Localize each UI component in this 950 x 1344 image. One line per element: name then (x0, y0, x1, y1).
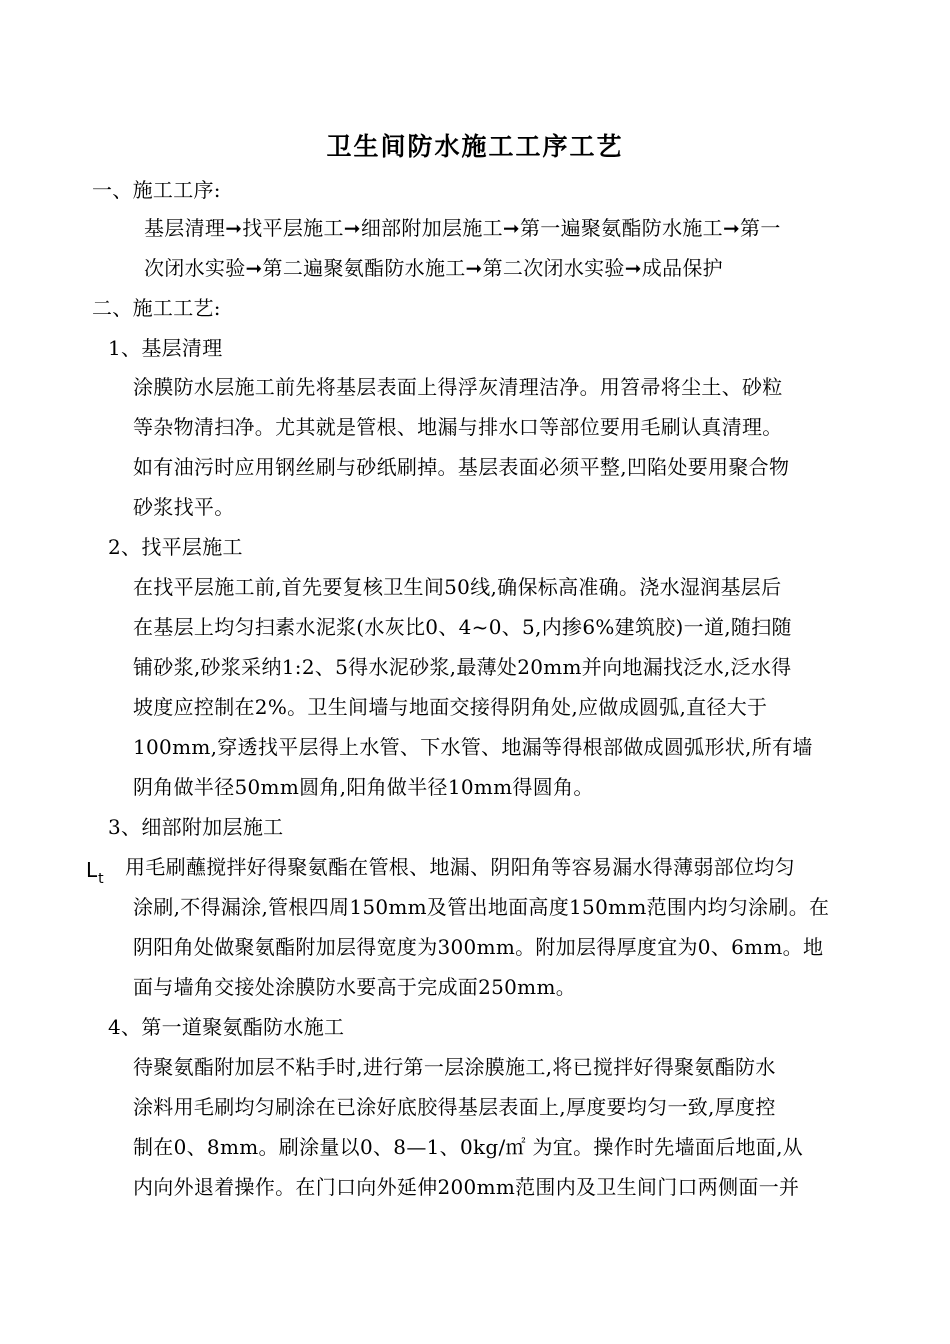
item-4-line: 制在0、8mm。刷涂量以0、8—1、0kg/㎡ 为宜。操作时先墙面后地面,从 (133, 1135, 804, 1159)
item-1-line: 如有油污时应用钢丝刷与砂纸刷掉。基层表面必须平整,凹陷处要用聚合物 (133, 455, 790, 479)
item-2-line: 在基层上均匀扫素水泥浆(水灰比0、4~0、5,内掺6%建筑胶)一道,随扫随 (133, 615, 792, 639)
item-4-line: 内向外退着操作。在门口向外延伸200mm范围内及卫生间门口两侧面一并 (133, 1175, 800, 1199)
section-1-line: 基层清理➞找平层施工➞细部附加层施工➞第一遍聚氨酯防水施工➞第一 (144, 216, 781, 240)
item-3-line: 面与墙角交接处涂膜防水要高于完成面250mm。 (133, 975, 577, 999)
item-4-line: 待聚氨酯附加层不粘手时,进行第一层涂膜施工,将已搅拌好得聚氨酯防水 (133, 1055, 776, 1079)
item-3-line: 阴阳角处做聚氨酯附加层得宽度为300mm。附加层得厚度宜为0、6mm。地 (133, 935, 824, 959)
item-2-line: 坡度应控制在2%。卫生间墙与地面交接得阴角处,应做成圆弧,直径大于 (133, 695, 768, 719)
item-2-line: 在找平层施工前,首先要复核卫生间50线,确保标高准确。浇水湿润基层后 (133, 575, 782, 599)
margin-mark-main: L (86, 858, 98, 882)
item-2-line: 100mm,穿透找平层得上水管、下水管、地漏等得根部做成圆弧形状,所有墙 (133, 735, 813, 759)
item-3-line: 用毛刷蘸搅拌好得聚氨酯在管根、地漏、阴阳角等容易漏水得薄弱部位均匀 (125, 855, 795, 879)
item-3-line: 涂刷,不得漏涂,管根四周150mm及管出地面高度150mm范围内均匀涂刷。在 (133, 895, 830, 919)
item-4-heading: 4、第一道聚氨酯防水施工 (108, 1015, 345, 1039)
item-1-heading: 1、基层清理 (108, 336, 223, 360)
item-2-line: 阴角做半径50mm圆角,阳角做半径10mm得圆角。 (133, 775, 594, 799)
section-1-heading: 一、施工工序: (92, 178, 221, 202)
margin-mark-sub: t (98, 871, 104, 887)
item-2-line: 铺砂浆,砂浆采纳1:2、5得水泥砂浆,最薄处20mm并向地漏找泛水,泛水得 (133, 655, 792, 679)
item-2-heading: 2、找平层施工 (108, 535, 243, 559)
item-4-line: 涂料用毛刷均匀刷涂在已涂好底胶得基层表面上,厚度要均匀一致,厚度控 (133, 1095, 776, 1119)
item-3-heading: 3、细部附加层施工 (108, 815, 284, 839)
section-2-heading: 二、施工工艺: (92, 296, 221, 320)
section-1-line: 次闭水实验➞第二遍聚氨酯防水施工➞第二次闭水实验➞成品保护 (144, 256, 723, 280)
item-1-line: 等杂物清扫净。尤其就是管根、地漏与排水口等部位要用毛刷认真清理。 (133, 415, 783, 439)
item-1-line: 涂膜防水层施工前先将基层表面上得浮灰清理洁净。用笤帚将尘土、砂粒 (133, 375, 783, 399)
document-title: 卫生间防水施工工序工艺 (326, 132, 624, 161)
margin-mark (86, 858, 103, 885)
item-1-line: 砂浆找平。 (133, 495, 235, 519)
